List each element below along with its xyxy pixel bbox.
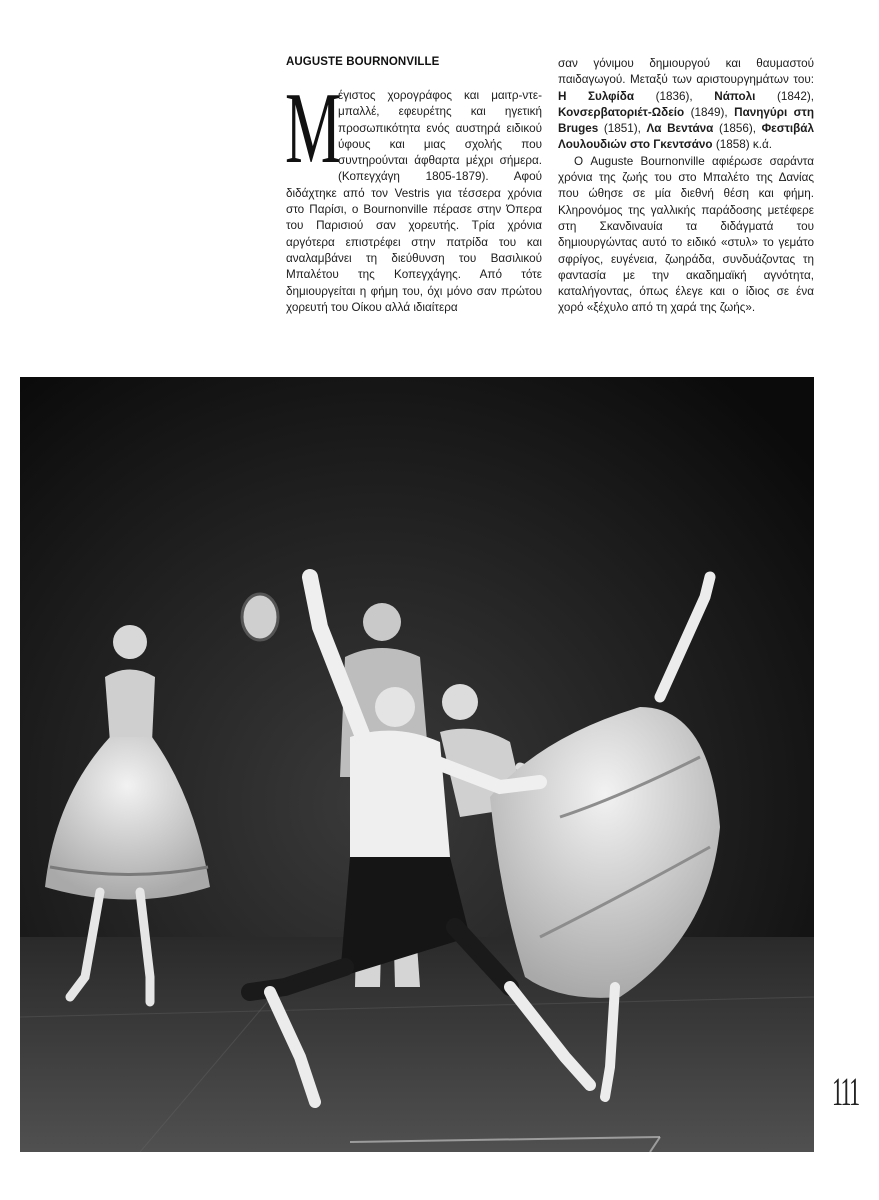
work-title: Νάπολι — [714, 89, 756, 103]
works-end: κ.ά. — [752, 138, 772, 152]
works-intro: σαν γόνιμου δημιουργού και θαυμαστού παιδαγωγού. Μεταξύ των αριστουργημάτων του: — [558, 57, 814, 87]
work-year: (1849), — [690, 105, 728, 119]
legacy-paragraph: Ο Auguste Bournonville αφιέρωσε σαράντα χρόνια της ζωής του στο Μπαλέτο της Δανίας που ώθησε σε μία διεθνή θέση και φήμη. Κληρονόμος της γαλλικής παράδοσης μετέφερε στη Σκανδιναυία τα διδάγματά του δημιουργώντας αυτό το ειδικό «στυλ» το γεμάτο σφρίγος, ευγένεια, ζωηράδα, συνδυάζοντας τη φαντασία με την ακαδημαϊκή αγνότητα, καταλήγοντας, όπως έλεγε και ο ίδιος σε ένα χορό «ξέχυλο από τη χαρά της ζωής». — [558, 154, 814, 315]
works-paragraph — [558, 56, 814, 154]
work-year: (1836), — [655, 89, 693, 103]
article-heading: AUGUSTE BOURNONVILLE — [286, 56, 440, 68]
biography-paragraph: έγιστος χορογράφος και μαιτρ-ντε-μπαλλέ, εφευρέτης και ηγετική προσωπικότητα ενός αυστηρά ειδικού ύφους και μιας σχολής που συντηρούνται άφθαρτα μέχρι σήμερα. (Κοπεγχάγη 1805-1879). Αφού διδάχτηκε από τον Vestris για τέσσερα χρόνια στο Παρίσι, ο Bournonville πέρασε στην Όπερα του Παρισιού σαν χορευτής. Τρία χρόνια αργότερα επιστρέφει στην πατρίδα του και αναλαμβάνει τη διεύθυνση του Βασιλικού Μπαλέτου της Κοπεγχάγης. Από τότε δημιουργείται η φήμη του, όχι μόνο σαν πρώτου χορευτή του Οίκου αλλά ιδιαίτερα — [286, 89, 542, 314]
work-title: Κονσερβατοριέτ-Ωδείο — [558, 105, 685, 119]
work-title: Η Συλφίδα — [558, 89, 635, 103]
work-year: (1851), — [603, 122, 641, 136]
work-year: (1842), — [776, 89, 815, 103]
work-year: (1858) — [715, 138, 750, 152]
left-text-column — [285, 72, 542, 316]
ballet-scene-illustration — [20, 377, 814, 1152]
work-title: Φεστιβάλ Λουλουδιών στο Γκεντσάνο — [558, 122, 814, 152]
ballet-photograph — [20, 377, 814, 1152]
work-year: (1856), — [718, 122, 756, 136]
right-text-column — [558, 56, 814, 317]
work-title: Λα Βεντάνα — [646, 122, 714, 136]
page-number: 111 — [832, 1069, 859, 1114]
drop-cap: Μ — [285, 72, 342, 185]
work-title: Πανηγύρι στη Bruges — [558, 105, 814, 136]
